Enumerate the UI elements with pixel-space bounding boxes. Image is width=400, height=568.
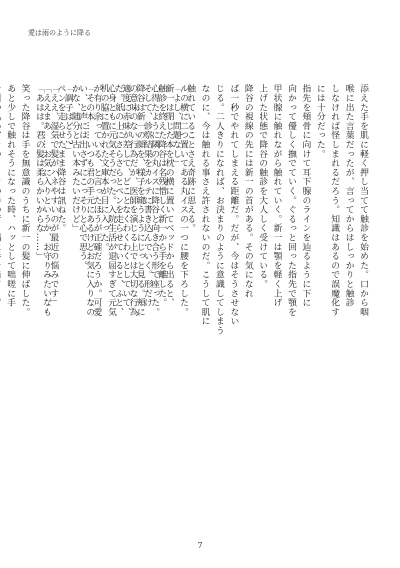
text-line: ペンを走らせたまま降谷は訊ねた。: [55, 84, 66, 233]
text-line: ば一秒でやれてしまえる距離だ。だが、今はそうさせない: [228, 84, 239, 326]
text-line: 新一は閉じた本を枕の横に置いてベッドから出ると、: [163, 84, 174, 308]
text-line: 降谷の視線の先には新一の首がある。その気になれ: [242, 84, 253, 298]
text-line: そして、診察結果をカルテに書き込んでいく。形だけ: [141, 84, 152, 308]
text-line: なのに、今は触れる事さえ許されないのだ。こうして肌に: [199, 84, 210, 326]
running-header: 愛は雨のように降る: [28, 29, 91, 37]
text-line: 「あはは。君の髪は柔らかいからな……」: [33, 84, 44, 261]
text-line: ルの横に二つ置いてある丸イスの一つに腰を下ろした。: [178, 84, 188, 317]
text-line: 笑った降谷は手を無意識のうちに新一の髪に伸ばした。: [19, 84, 30, 317]
text-line: 降谷は新一の顔を、様子を窺うようにじっと見る。頬に: [134, 84, 145, 317]
text-line: 上げた状態で降谷の触診を大人しく受けている。: [257, 84, 268, 289]
page-number: 7: [197, 541, 203, 550]
text-line: 喉に出た言葉だったが、言ってからはしっかりと触診: [343, 84, 354, 308]
text-line: 「調子はどう?」: [62, 84, 73, 155]
text-line: だ。紙の上にさらさらとペンを走らせていると、ふと、: [113, 84, 124, 317]
text-line: 心身ともに元気そうだった。入院生活が退屈すぎて元気: [105, 84, 116, 317]
text-line: 「よし、問題なし」: [170, 84, 181, 168]
page-body: [5, 84, 370, 520]
text-line: 触診を終えた降谷は名残惜しく新一から手を離した。: [156, 84, 167, 308]
text-line: じる。二人きりになれば、お決まりのように意識してしまう: [213, 84, 224, 336]
text-line: しなければ怪しまれるだろう。知識はあるので誤魔化す: [329, 84, 340, 317]
text-line: [0, 84, 3, 520]
text-line: 「ええまあ……お気に入りというか、お守りみたいなも: [41, 84, 52, 317]
text-line: あと少しで触れそうになった時、ハッとして咄嗟に手: [5, 84, 16, 308]
text-line: 心得たように隣の丸イスに降谷と向き合う形で座った。: [149, 84, 160, 317]
text-line: 触れていることさえ奇跡に思える。: [185, 84, 196, 233]
text-line: 向かって優しく撫でていく。ぐるっと回った指先で顎を: [285, 84, 296, 317]
text-line: の意味のない行為だが、医師を演じる上では大切な行為: [127, 84, 138, 317]
text-line: かな、随分と古い本みたいだけど」: [69, 84, 80, 233]
text-line: 指先を頬骨に向けて耳下腺のラインを辿るように下に: [300, 84, 311, 308]
text-line: 机の脇に置かれた文庫本が目に入った。: [98, 84, 109, 252]
text-line: 適度に赤味が差して、どことなくわくわくとしていて、: [120, 84, 131, 317]
text-line: が有り余っている、と言ったほうが正確だろうか。可愛: [91, 84, 102, 317]
text-line: には十分だった。: [314, 84, 325, 159]
text-line: 「ええ、湿気で髪がハネやすいのが最近の悩みです」: [48, 84, 59, 308]
text-line: い、と声には出さずにこっそりと心で思う。: [77, 84, 88, 270]
text-line: 添えた手を肌に軽く押し当てて触診を始めた。口から咽: [358, 84, 368, 317]
text-line: 「その本……いつも君の手元にあるけどお気に入りなの: [84, 84, 95, 317]
text-line: 甲状腺に触れながら触れていく。新一は顎を軽く上げ: [271, 84, 282, 308]
